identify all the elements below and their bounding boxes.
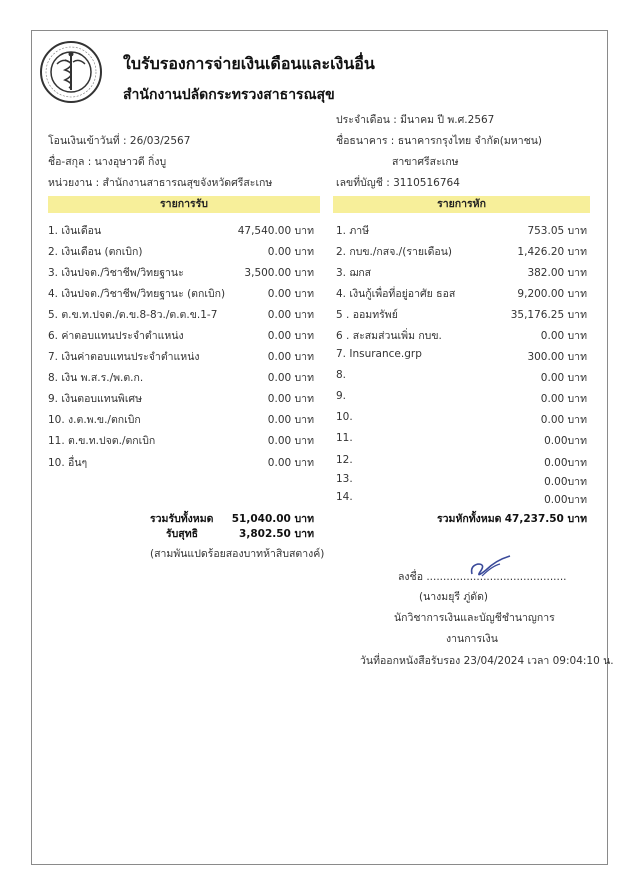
deduction-item-amount: 0.00บาท xyxy=(544,476,587,488)
account-number: เลขที่บัญชี : 3110516764 xyxy=(336,177,460,189)
deduction-item-amount: 300.00 บาท xyxy=(527,351,587,363)
deduction-item-label: 3. ฌกส xyxy=(336,267,372,279)
income-item-label: 2. เงินเดือน (ตกเบิก) xyxy=(48,246,143,258)
deduction-item-label: 14. xyxy=(336,491,353,503)
net-pay-amount: 3,802.50 บาท xyxy=(239,528,314,540)
deduction-item-label: 5 . ออมทรัพย์ xyxy=(336,309,398,321)
deduction-item-amount: 9,200.00 บาท xyxy=(517,288,587,300)
income-item-amount: 0.00 บาท xyxy=(267,330,314,342)
income-item-label: 7. เงินค่าตอบแทนประจำตำแหน่ง xyxy=(48,351,200,363)
net-pay-label: รับสุทธิ xyxy=(166,528,199,540)
deduction-item-label: 10. xyxy=(336,411,353,423)
income-item-amount: 0.00 บาท xyxy=(267,351,314,363)
deduction-item-label: 12. xyxy=(336,454,353,466)
bank-name: ชื่อธนาคาร : ธนาคารกรุงไทย จำกัด(มหาชน) xyxy=(336,135,543,147)
income-item-label: 3. เงินปจต./วิชาชีพ/วิทยฐานะ xyxy=(48,267,184,279)
deduction-item-label: 2. กบข./กสจ./(รายเดือน) xyxy=(336,246,452,258)
deduction-total-amount: 47,237.50 บาท xyxy=(504,513,587,525)
deduction-item-amount: 0.00บาท xyxy=(544,457,587,469)
income-item-label: 4. เงินปจต./วิชาชีพ/วิทยฐานะ (ตกเบิก) xyxy=(48,288,226,300)
income-item-amount: 0.00 บาท xyxy=(267,414,314,426)
deduction-item-amount: 0.00บาท xyxy=(544,494,587,506)
income-item-amount: 3,500.00 บาท xyxy=(244,267,314,279)
ministry-seal-logo xyxy=(39,40,103,104)
income-item-label: 10. อื่นๆ xyxy=(48,457,88,469)
net-pay-words: (สามพันแปดร้อยสองบาทห้าสิบสตางค์) xyxy=(150,548,325,560)
deduction-item-amount: 1,426.20 บาท xyxy=(517,246,587,258)
deduction-item-amount: 35,176.25 บาท xyxy=(510,309,587,321)
employee-unit: หน่วยงาน : สำนักงานสาธารณสุขจังหวัดศรีสะเกษ xyxy=(48,177,273,189)
income-total-label: รวมรับทั้งหมด xyxy=(150,513,214,525)
deduction-item-amount: 382.00 บาท xyxy=(527,267,587,279)
income-item-amount: 0.00 บาท xyxy=(267,435,314,447)
deduction-item-amount: 0.00 บาท xyxy=(540,414,587,426)
deduction-item-label: 1. ภาษี xyxy=(336,225,370,237)
income-item-amount: 0.00 บาท xyxy=(267,309,314,321)
document-subtitle: สำนักงานปลัดกระทรวงสาธารณสุข xyxy=(123,87,335,103)
document-title: ใบรับรองการจ่ายเงินเดือนและเงินอื่น xyxy=(123,54,375,73)
bank-branch: สาขาศรีสะเกษ xyxy=(392,156,459,168)
deduction-item-amount: 0.00 บาท xyxy=(540,330,587,342)
deduction-item-amount: 753.05 บาท xyxy=(527,225,587,237)
income-item-label: 6. ค่าตอบแทนประจำตำแหน่ง xyxy=(48,330,184,342)
transfer-date: โอนเงินเข้าวันที่ : 26/03/2567 xyxy=(48,135,191,147)
income-header: รายการรับ xyxy=(48,196,320,213)
deduction-item-label: 6 . สะสมส่วนเพิ่ม กบข. xyxy=(336,330,442,342)
income-item-label: 1. เงินเดือน xyxy=(48,225,102,237)
signer-department: งานการเงิน xyxy=(446,633,498,645)
deduction-item-label: 7. Insurance.grp xyxy=(336,348,422,360)
deduction-total-label: รวมหักทั้งหมด xyxy=(437,513,502,525)
signer-position: นักวิชาการเงินและบัญชีชำนาญการ xyxy=(394,612,555,624)
deduction-header: รายการหัก xyxy=(333,196,590,213)
deduction-item-label: 11. xyxy=(336,432,353,444)
signature-line: ลงชื่อ .......................................... xyxy=(398,571,567,583)
income-item-amount: 0.00 บาท xyxy=(267,457,314,469)
income-item-label: 11. ต.ข.ท.ปจต./ตกเบิก xyxy=(48,435,156,447)
signer-name: (นางมยุรี ภู่ดัด) xyxy=(419,591,489,603)
issue-datetime: วันที่ออกหนังสือรับรอง 23/04/2024 เวลา 09:04:10 น. xyxy=(360,655,614,667)
employee-name: ชื่อ-สกุล : นางอุษาวดี กิ่งบู xyxy=(48,156,167,168)
income-item-amount: 0.00 บาท xyxy=(267,393,314,405)
income-item-label: 10. ง.ต.พ.ข./ตกเบิก xyxy=(48,414,141,426)
income-item-label: 9. เงินตอบแทนพิเศษ xyxy=(48,393,143,405)
deduction-item-label: 9. xyxy=(336,390,347,402)
income-item-amount: 0.00 บาท xyxy=(267,372,314,384)
income-total-amount: 51,040.00 บาท xyxy=(231,513,314,525)
income-item-label: 5. ต.ข.ท.ปจต./ต.ข.8-8ว./ต.ต.ข.1-7 xyxy=(48,309,218,321)
deduction-item-label: 8. xyxy=(336,369,347,381)
pay-month: ประจำเดือน : มีนาคม ปี พ.ศ.2567 xyxy=(336,114,495,126)
deduction-item-amount: 0.00 บาท xyxy=(540,393,587,405)
income-item-label: 8. เงิน พ.ส.ร./พ.ต.ก. xyxy=(48,372,144,384)
deduction-item-amount: 0.00 บาท xyxy=(540,372,587,384)
income-item-amount: 47,540.00 บาท xyxy=(237,225,314,237)
deduction-item-label: 4. เงินกู้เพื่อที่อยู่อาศัย ธอส xyxy=(336,288,456,300)
deduction-item-label: 13. xyxy=(336,473,353,485)
income-item-amount: 0.00 บาท xyxy=(267,288,314,300)
income-item-amount: 0.00 บาท xyxy=(267,246,314,258)
deduction-item-amount: 0.00บาท xyxy=(544,435,587,447)
